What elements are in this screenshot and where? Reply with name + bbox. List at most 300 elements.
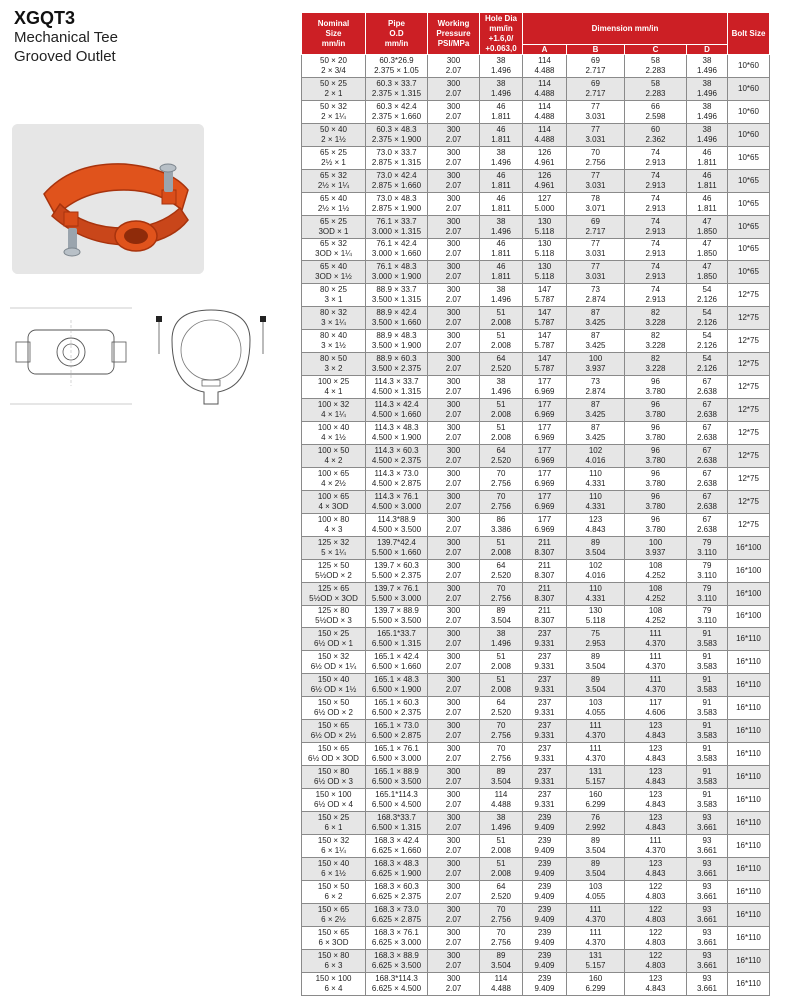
cell-dim-a: 177 6.969 (523, 467, 567, 490)
cell-working-pressure: 300 2.07 (428, 284, 480, 307)
cell-pipe-od: 165.1 × 48.3 6.500 × 1.900 (366, 674, 428, 697)
cell-bolt-size: 16*110 (728, 766, 770, 789)
dimension-table (301, 12, 770, 996)
cell-hole-dia: 70 2.756 (480, 490, 523, 513)
cell-dim-b: 78 3.071 (567, 192, 625, 215)
cell-pipe-od: 88.9 × 33.7 3.500 × 1.315 (366, 284, 428, 307)
cell-nominal-size: 80 × 25 3 × 1 (302, 284, 366, 307)
cell-dim-d: 67 2.638 (687, 467, 728, 490)
cell-dim-c: 74 2.913 (625, 192, 687, 215)
cell-hole-dia: 46 1.811 (480, 123, 523, 146)
cell-dim-a: 126 4.961 (523, 169, 567, 192)
cell-hole-dia: 51 2.008 (480, 674, 523, 697)
cell-working-pressure: 300 2.07 (428, 467, 480, 490)
cell-bolt-size: 16*110 (728, 880, 770, 903)
cell-dim-c: 96 3.780 (625, 467, 687, 490)
cell-bolt-size: 16*110 (728, 949, 770, 972)
table-row (302, 490, 770, 513)
cell-dim-d: 67 2.638 (687, 490, 728, 513)
cell-dim-c: 66 2.598 (625, 100, 687, 123)
cell-pipe-od: 168.3 × 48.3 6.625 × 1.900 (366, 857, 428, 880)
cell-dim-c: 96 3.780 (625, 444, 687, 467)
cell-nominal-size: 125 × 80 5½OD × 3 (302, 605, 366, 628)
cell-bolt-size: 10*60 (728, 77, 770, 100)
cell-dim-c: 96 3.780 (625, 399, 687, 422)
cell-bolt-size: 16*110 (728, 697, 770, 720)
cell-dim-c: 96 3.780 (625, 490, 687, 513)
table-body (302, 55, 770, 996)
cell-dim-d: 46 1.811 (687, 192, 728, 215)
cell-dim-b: 77 3.031 (567, 100, 625, 123)
cell-hole-dia: 64 2.520 (480, 559, 523, 582)
cell-nominal-size: 150 × 40 6½ OD × 1½ (302, 674, 366, 697)
cell-dim-d: 91 3.583 (687, 674, 728, 697)
cell-dim-d: 47 1.850 (687, 215, 728, 238)
table-row (302, 399, 770, 422)
cell-working-pressure: 300 2.07 (428, 811, 480, 834)
cell-hole-dia: 70 2.756 (480, 903, 523, 926)
cell-pipe-od: 114.3*88.9 4.500 × 3.500 (366, 513, 428, 536)
table-row (302, 926, 770, 949)
table-row (302, 146, 770, 169)
cell-dim-c: 122 4.803 (625, 903, 687, 926)
cell-dim-d: 79 3.110 (687, 559, 728, 582)
cell-dim-a: 114 4.488 (523, 100, 567, 123)
cell-bolt-size: 12*75 (728, 513, 770, 536)
cell-hole-dia: 46 1.811 (480, 100, 523, 123)
cell-dim-c: 111 4.370 (625, 651, 687, 674)
cell-pipe-od: 165.1*114.3 6.500 × 4.500 (366, 789, 428, 812)
cell-pipe-od: 88.9 × 42.4 3.500 × 1.660 (366, 307, 428, 330)
cell-dim-b: 70 2.756 (567, 146, 625, 169)
table-row (302, 857, 770, 880)
cell-bolt-size: 16*100 (728, 559, 770, 582)
title-block (14, 8, 118, 66)
cell-bolt-size: 10*65 (728, 169, 770, 192)
cell-nominal-size: 65 × 32 2½ × 1¼ (302, 169, 366, 192)
cell-bolt-size: 12*75 (728, 399, 770, 422)
table-row (302, 651, 770, 674)
cell-hole-dia: 89 3.504 (480, 949, 523, 972)
cell-nominal-size: 150 × 25 6½ OD × 1 (302, 628, 366, 651)
header-dim-b: B (567, 45, 625, 55)
cell-dim-b: 77 3.031 (567, 238, 625, 261)
cell-dim-b: 77 3.031 (567, 261, 625, 284)
cell-bolt-size: 16*110 (728, 972, 770, 996)
cell-nominal-size: 100 × 50 4 × 2 (302, 444, 366, 467)
cell-hole-dia: 51 2.008 (480, 307, 523, 330)
cell-working-pressure: 300 2.07 (428, 834, 480, 857)
cell-dim-b: 76 2.992 (567, 811, 625, 834)
cell-dim-b: 111 4.370 (567, 720, 625, 743)
cell-dim-a: 177 6.969 (523, 513, 567, 536)
cell-dim-d: 67 2.638 (687, 422, 728, 445)
cell-dim-c: 58 2.283 (625, 55, 687, 78)
cell-dim-d: 93 3.661 (687, 972, 728, 996)
cell-nominal-size: 65 × 40 3OD × 1½ (302, 261, 366, 284)
cell-pipe-od: 76.1 × 48.3 3.000 × 1.900 (366, 261, 428, 284)
cell-dim-a: 237 9.331 (523, 766, 567, 789)
mechanical-tee-illustration (12, 124, 204, 274)
cell-dim-d: 91 3.583 (687, 743, 728, 766)
cell-nominal-size: 150 × 40 6 × 1½ (302, 857, 366, 880)
header-dim-a: A (523, 45, 567, 55)
cell-dim-b: 73 2.874 (567, 376, 625, 399)
cell-bolt-size: 16*110 (728, 834, 770, 857)
cell-dim-d: 67 2.638 (687, 444, 728, 467)
cell-working-pressure: 300 2.07 (428, 857, 480, 880)
cell-dim-c: 122 4.803 (625, 880, 687, 903)
cell-nominal-size: 150 × 65 6½ OD × 3OD (302, 743, 366, 766)
header-dim-d: D (687, 45, 728, 55)
cell-bolt-size: 10*60 (728, 55, 770, 78)
cell-bolt-size: 12*75 (728, 444, 770, 467)
cell-pipe-od: 60.3*26.9 2.375 × 1.05 (366, 55, 428, 78)
cell-hole-dia: 86 3.386 (480, 513, 523, 536)
cell-hole-dia: 46 1.811 (480, 238, 523, 261)
table-row (302, 834, 770, 857)
cell-pipe-od: 139.7 × 76.1 5.500 × 3.000 (366, 582, 428, 605)
cell-working-pressure: 300 2.07 (428, 307, 480, 330)
cell-working-pressure: 300 2.07 (428, 536, 480, 559)
table-row (302, 536, 770, 559)
section-view-drawing (146, 300, 276, 410)
cell-dim-a: 130 5.118 (523, 261, 567, 284)
cell-dim-d: 91 3.583 (687, 628, 728, 651)
cell-dim-a: 177 6.969 (523, 376, 567, 399)
cell-dim-c: 123 4.843 (625, 743, 687, 766)
cell-dim-a: 130 5.118 (523, 215, 567, 238)
cell-dim-a: 127 5.000 (523, 192, 567, 215)
cell-dim-a: 239 9.409 (523, 949, 567, 972)
table-row (302, 307, 770, 330)
cell-pipe-od: 88.9 × 48.3 3.500 × 1.900 (366, 330, 428, 353)
cell-bolt-size: 12*75 (728, 490, 770, 513)
cell-pipe-od: 165.1 × 60.3 6.500 × 2.375 (366, 697, 428, 720)
cell-pipe-od: 168.3*33.7 6.500 × 1.315 (366, 811, 428, 834)
cell-dim-b: 73 2.874 (567, 284, 625, 307)
table-row (302, 605, 770, 628)
cell-dim-b: 89 3.504 (567, 857, 625, 880)
product-name-line-2: Grooved Outlet (14, 48, 116, 65)
cell-nominal-size: 80 × 40 3 × 1½ (302, 330, 366, 353)
cell-dim-a: 211 8.307 (523, 605, 567, 628)
cell-dim-a: 211 8.307 (523, 582, 567, 605)
table-row (302, 192, 770, 215)
cell-dim-d: 67 2.638 (687, 376, 728, 399)
cell-working-pressure: 300 2.07 (428, 926, 480, 949)
cell-dim-d: 67 2.638 (687, 513, 728, 536)
cell-dim-d: 91 3.583 (687, 720, 728, 743)
cell-dim-d: 91 3.583 (687, 766, 728, 789)
cell-dim-c: 122 4.803 (625, 949, 687, 972)
cell-bolt-size: 12*75 (728, 353, 770, 376)
cell-pipe-od: 168.3 × 42.4 6.625 × 1.660 (366, 834, 428, 857)
cell-bolt-size: 16*110 (728, 811, 770, 834)
header-working-pressure: Working Pressure PSI/MPa (428, 13, 480, 55)
cell-dim-a: 239 9.409 (523, 880, 567, 903)
cell-nominal-size: 50 × 20 2 × 3/4 (302, 55, 366, 78)
table-row (302, 261, 770, 284)
cell-hole-dia: 114 4.488 (480, 972, 523, 996)
cell-nominal-size: 100 × 65 4 × 2½ (302, 467, 366, 490)
cell-dim-b: 110 4.331 (567, 467, 625, 490)
cell-hole-dia: 70 2.756 (480, 582, 523, 605)
cell-bolt-size: 16*110 (728, 628, 770, 651)
cell-dim-d: 93 3.661 (687, 811, 728, 834)
header-dim-c: C (625, 45, 687, 55)
cell-dim-a: 237 9.331 (523, 628, 567, 651)
cell-hole-dia: 89 3.504 (480, 605, 523, 628)
cell-hole-dia: 38 1.496 (480, 55, 523, 78)
header-dimension: Dimension mm/in (523, 13, 728, 45)
cell-dim-c: 96 3.780 (625, 513, 687, 536)
cell-dim-a: 147 5.787 (523, 353, 567, 376)
cell-hole-dia: 64 2.520 (480, 353, 523, 376)
cell-nominal-size: 150 × 32 6½ OD × 1¼ (302, 651, 366, 674)
cell-nominal-size: 65 × 40 2½ × 1½ (302, 192, 366, 215)
cell-dim-a: 239 9.409 (523, 834, 567, 857)
cell-dim-a: 237 9.331 (523, 743, 567, 766)
cell-dim-b: 160 6.299 (567, 789, 625, 812)
cell-hole-dia: 64 2.520 (480, 444, 523, 467)
cell-dim-c: 108 4.252 (625, 582, 687, 605)
cell-dim-b: 102 4.016 (567, 559, 625, 582)
cell-nominal-size: 100 × 65 4 × 3OD (302, 490, 366, 513)
cell-hole-dia: 51 2.008 (480, 330, 523, 353)
cell-hole-dia: 38 1.496 (480, 628, 523, 651)
cell-nominal-size: 80 × 32 3 × 1¼ (302, 307, 366, 330)
cell-pipe-od: 168.3 × 88.9 6.625 × 3.500 (366, 949, 428, 972)
cell-nominal-size: 80 × 50 3 × 2 (302, 353, 366, 376)
cell-working-pressure: 300 2.07 (428, 146, 480, 169)
cell-bolt-size: 16*110 (728, 903, 770, 926)
cell-hole-dia: 38 1.496 (480, 215, 523, 238)
cell-working-pressure: 300 2.07 (428, 376, 480, 399)
cell-dim-c: 108 4.252 (625, 559, 687, 582)
cell-pipe-od: 165.1 × 76.1 6.500 × 3.000 (366, 743, 428, 766)
cell-dim-d: 91 3.583 (687, 651, 728, 674)
cell-dim-a: 239 9.409 (523, 857, 567, 880)
cell-nominal-size: 150 × 100 6½ OD × 4 (302, 789, 366, 812)
cell-nominal-size: 150 × 65 6½ OD × 2½ (302, 720, 366, 743)
table-row (302, 55, 770, 78)
cell-nominal-size: 150 × 65 6 × 3OD (302, 926, 366, 949)
cell-hole-dia: 46 1.811 (480, 169, 523, 192)
cell-dim-d: 54 2.126 (687, 284, 728, 307)
cell-pipe-od: 76.1 × 33.7 3.000 × 1.315 (366, 215, 428, 238)
header-hole-dia: Hole Dia mm/in +1.6,0/ +0.063,0 (480, 13, 523, 55)
cell-working-pressure: 300 2.07 (428, 399, 480, 422)
table-row (302, 123, 770, 146)
cell-dim-b: 110 4.331 (567, 490, 625, 513)
cell-hole-dia: 64 2.520 (480, 880, 523, 903)
cell-dim-c: 82 3.228 (625, 330, 687, 353)
cell-hole-dia: 70 2.756 (480, 743, 523, 766)
cell-working-pressure: 300 2.07 (428, 55, 480, 78)
cell-dim-b: 131 5.157 (567, 766, 625, 789)
cell-dim-d: 93 3.661 (687, 857, 728, 880)
cell-dim-d: 54 2.126 (687, 307, 728, 330)
cell-pipe-od: 114.3 × 76.1 4.500 × 3.000 (366, 490, 428, 513)
cell-dim-b: 131 5.157 (567, 949, 625, 972)
cell-pipe-od: 88.9 × 60.3 3.500 × 2.375 (366, 353, 428, 376)
cell-dim-c: 74 2.913 (625, 215, 687, 238)
cell-working-pressure: 300 2.07 (428, 628, 480, 651)
cell-dim-c: 117 4.606 (625, 697, 687, 720)
cell-hole-dia: 51 2.008 (480, 536, 523, 559)
cell-dim-a: 211 8.307 (523, 559, 567, 582)
cell-bolt-size: 10*65 (728, 192, 770, 215)
cell-dim-b: 75 2.953 (567, 628, 625, 651)
cell-bolt-size: 16*100 (728, 582, 770, 605)
cell-hole-dia: 51 2.008 (480, 857, 523, 880)
cell-bolt-size: 16*100 (728, 605, 770, 628)
cell-nominal-size: 125 × 32 5 × 1¼ (302, 536, 366, 559)
cell-dim-b: 69 2.717 (567, 215, 625, 238)
table-row (302, 674, 770, 697)
cell-dim-a: 147 5.787 (523, 307, 567, 330)
cell-dim-b: 103 4.055 (567, 697, 625, 720)
cell-dim-c: 74 2.913 (625, 284, 687, 307)
cell-dim-b: 77 3.031 (567, 169, 625, 192)
cell-bolt-size: 12*75 (728, 422, 770, 445)
cell-bolt-size: 16*110 (728, 926, 770, 949)
cell-bolt-size: 10*60 (728, 100, 770, 123)
cell-dim-d: 93 3.661 (687, 834, 728, 857)
cell-pipe-od: 165.1*33.7 6.500 × 1.315 (366, 628, 428, 651)
table-row (302, 376, 770, 399)
cell-dim-c: 82 3.228 (625, 353, 687, 376)
cell-hole-dia: 46 1.811 (480, 261, 523, 284)
cell-dim-c: 111 4.370 (625, 834, 687, 857)
table-header (302, 13, 770, 55)
cell-dim-b: 111 4.370 (567, 926, 625, 949)
cell-pipe-od: 168.3 × 76.1 6.625 × 3.000 (366, 926, 428, 949)
cell-working-pressure: 300 2.07 (428, 444, 480, 467)
cell-dim-d: 79 3.110 (687, 605, 728, 628)
cell-pipe-od: 168.3*114.3 6.625 × 4.500 (366, 972, 428, 996)
cell-dim-c: 96 3.780 (625, 376, 687, 399)
cell-dim-c: 74 2.913 (625, 261, 687, 284)
cell-dim-a: 177 6.969 (523, 490, 567, 513)
cell-dim-c: 74 2.913 (625, 169, 687, 192)
cell-dim-b: 89 3.504 (567, 834, 625, 857)
cell-hole-dia: 46 1.811 (480, 192, 523, 215)
cell-dim-b: 87 3.425 (567, 422, 625, 445)
top-view-drawing (6, 300, 136, 410)
cell-hole-dia: 70 2.756 (480, 467, 523, 490)
cell-dim-a: 237 9.331 (523, 720, 567, 743)
cell-working-pressure: 300 2.07 (428, 582, 480, 605)
cell-nominal-size: 150 × 65 6 × 2½ (302, 903, 366, 926)
cell-working-pressure: 300 2.07 (428, 169, 480, 192)
cell-dim-b: 69 2.717 (567, 77, 625, 100)
cell-working-pressure: 300 2.07 (428, 353, 480, 376)
table-row (302, 697, 770, 720)
cell-pipe-od: 165.1 × 42.4 6.500 × 1.660 (366, 651, 428, 674)
table-row (302, 444, 770, 467)
cell-bolt-size: 16*110 (728, 674, 770, 697)
cell-hole-dia: 51 2.008 (480, 422, 523, 445)
cell-dim-c: 123 4.843 (625, 789, 687, 812)
cell-hole-dia: 70 2.756 (480, 926, 523, 949)
cell-hole-dia: 64 2.520 (480, 697, 523, 720)
cell-nominal-size: 65 × 25 3OD × 1 (302, 215, 366, 238)
table-row (302, 77, 770, 100)
cell-working-pressure: 300 2.07 (428, 605, 480, 628)
cell-dim-a: 177 6.969 (523, 399, 567, 422)
cell-dim-a: 237 9.331 (523, 789, 567, 812)
cell-dim-c: 96 3.780 (625, 422, 687, 445)
cell-working-pressure: 300 2.07 (428, 513, 480, 536)
cell-dim-d: 93 3.661 (687, 903, 728, 926)
cell-dim-d: 38 1.496 (687, 77, 728, 100)
cell-pipe-od: 139.7*42.4 5.500 × 1.660 (366, 536, 428, 559)
cell-dim-a: 114 4.488 (523, 77, 567, 100)
table-row (302, 215, 770, 238)
cell-dim-a: 147 5.787 (523, 330, 567, 353)
cell-bolt-size: 16*100 (728, 536, 770, 559)
table-row (302, 949, 770, 972)
cell-working-pressure: 300 2.07 (428, 192, 480, 215)
cell-nominal-size: 65 × 25 2½ × 1 (302, 146, 366, 169)
cell-pipe-od: 114.3 × 73.0 4.500 × 2.875 (366, 467, 428, 490)
cell-dim-c: 74 2.913 (625, 238, 687, 261)
cell-hole-dia: 51 2.008 (480, 399, 523, 422)
cell-dim-b: 123 4.843 (567, 513, 625, 536)
cell-dim-d: 47 1.850 (687, 261, 728, 284)
cell-dim-a: 211 8.307 (523, 536, 567, 559)
cell-working-pressure: 300 2.07 (428, 674, 480, 697)
table-row (302, 100, 770, 123)
cell-dim-a: 147 5.787 (523, 284, 567, 307)
cell-nominal-size: 125 × 65 5½OD × 3OD (302, 582, 366, 605)
cell-hole-dia: 70 2.756 (480, 720, 523, 743)
cell-hole-dia: 38 1.496 (480, 376, 523, 399)
cell-hole-dia: 89 3.504 (480, 766, 523, 789)
cell-nominal-size: 50 × 40 2 × 1½ (302, 123, 366, 146)
cell-hole-dia: 51 2.008 (480, 834, 523, 857)
cell-dim-d: 46 1.811 (687, 169, 728, 192)
cell-nominal-size: 100 × 32 4 × 1¼ (302, 399, 366, 422)
cell-working-pressure: 300 2.07 (428, 123, 480, 146)
cell-dim-b: 100 3.937 (567, 353, 625, 376)
cell-working-pressure: 300 2.07 (428, 651, 480, 674)
cell-nominal-size: 150 × 50 6½ OD × 2 (302, 697, 366, 720)
cell-pipe-od: 60.3 × 48.3 2.375 × 1.900 (366, 123, 428, 146)
table-row (302, 582, 770, 605)
cell-working-pressure: 300 2.07 (428, 215, 480, 238)
cell-dim-d: 38 1.496 (687, 55, 728, 78)
table-row (302, 880, 770, 903)
table-row (302, 284, 770, 307)
cell-working-pressure: 300 2.07 (428, 880, 480, 903)
cell-bolt-size: 10*65 (728, 238, 770, 261)
cell-bolt-size: 12*75 (728, 376, 770, 399)
cell-dim-c: 111 4.370 (625, 628, 687, 651)
cell-dim-b: 89 3.504 (567, 674, 625, 697)
cell-bolt-size: 12*75 (728, 284, 770, 307)
cell-working-pressure: 300 2.07 (428, 697, 480, 720)
cell-dim-d: 79 3.110 (687, 536, 728, 559)
cell-hole-dia: 38 1.496 (480, 77, 523, 100)
table-row (302, 766, 770, 789)
cell-bolt-size: 10*65 (728, 146, 770, 169)
cell-nominal-size: 50 × 25 2 × 1 (302, 77, 366, 100)
cell-dim-d: 54 2.126 (687, 353, 728, 376)
cell-dim-d: 47 1.850 (687, 238, 728, 261)
